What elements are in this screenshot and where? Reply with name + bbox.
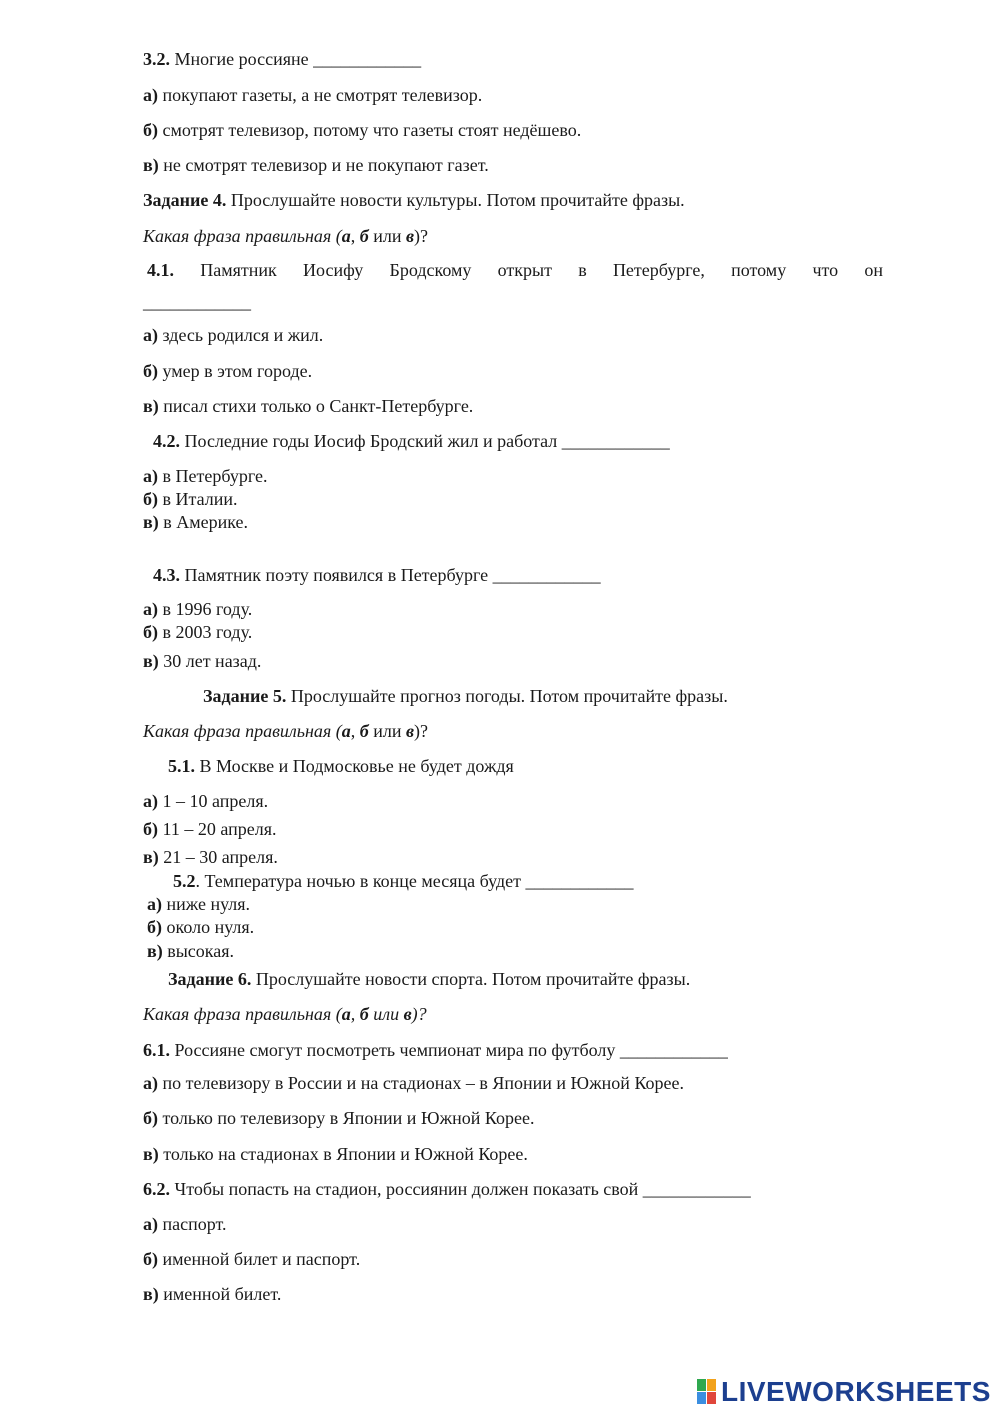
- letter-a: а: [341, 1004, 351, 1024]
- question-suffix: )?: [414, 226, 429, 246]
- option-text: только на стадионах в Японии и Южной Корее.: [158, 1144, 528, 1164]
- option-b[interactable]: [143, 818, 276, 840]
- letter-v: в: [405, 226, 415, 246]
- option-text: здесь родился и жил.: [158, 325, 324, 345]
- question-number: 4.2.: [153, 431, 180, 451]
- task-5-question: [143, 720, 428, 742]
- question-4-1: [147, 259, 883, 281]
- option-v[interactable]: [143, 846, 278, 868]
- option-label: в): [143, 651, 159, 671]
- letter-b: б: [359, 226, 369, 246]
- task-instructions: Прослушайте новости культуры. Потом прочитайте фразы.: [226, 190, 685, 210]
- task-title: Задание 6.: [168, 969, 252, 989]
- task-5-heading: [203, 685, 728, 707]
- or-word: или: [368, 721, 406, 741]
- task-instructions: Прослушайте новости спорта. Потом прочитайте фразы.: [251, 969, 691, 989]
- option-text: 1 – 10 апреля.: [158, 791, 269, 811]
- option-b[interactable]: [143, 1248, 360, 1270]
- logo-text: LIVEWORKSHEETS: [721, 1376, 991, 1407]
- question-text: Россияне смогут посмотреть чемпионат мира по футболу: [170, 1040, 620, 1060]
- letter-a: а: [341, 226, 351, 246]
- option-label: а): [143, 599, 158, 619]
- question-word: Бродскому: [389, 260, 472, 280]
- question-number: 5.1.: [168, 756, 195, 776]
- option-label: б): [143, 819, 158, 839]
- option-a[interactable]: [143, 1213, 227, 1235]
- option-text: 30 лет назад.: [158, 651, 262, 671]
- option-v[interactable]: [143, 1143, 528, 1165]
- option-text: в 2003 году.: [158, 622, 253, 642]
- option-v[interactable]: [143, 154, 489, 176]
- comma: ,: [350, 226, 360, 246]
- option-v[interactable]: [143, 395, 473, 417]
- option-b[interactable]: [143, 621, 252, 643]
- option-text: умер в этом городе.: [158, 361, 313, 381]
- answer-blank[interactable]: ____________: [619, 1040, 728, 1060]
- question-suffix: )?: [414, 721, 429, 741]
- question-number: 3.2.: [143, 49, 170, 69]
- question-text: Многие россияне: [170, 49, 314, 69]
- option-label: а): [143, 1214, 158, 1234]
- option-text: 11 – 20 апреля.: [158, 819, 277, 839]
- option-text: покупают газеты, а не смотрят телевизор.: [158, 85, 483, 105]
- option-b[interactable]: [143, 1107, 534, 1129]
- option-label: б): [143, 120, 158, 140]
- question-number: 4.1.: [147, 260, 174, 280]
- option-v[interactable]: [143, 511, 248, 533]
- option-label: в): [143, 155, 159, 175]
- task-4-heading: [143, 189, 685, 211]
- question-4-2: [153, 430, 670, 452]
- question-prefix: Какая фраза правильная (: [143, 721, 342, 741]
- question-number: 6.2.: [143, 1179, 170, 1199]
- option-label: б): [143, 1108, 158, 1128]
- answer-blank[interactable]: ____________: [525, 871, 634, 891]
- liveworksheets-logo[interactable]: [697, 1378, 991, 1406]
- option-text: именной билет и паспорт.: [158, 1249, 361, 1269]
- option-a[interactable]: [143, 790, 268, 812]
- option-text: смотрят телевизор, потому что газеты стоят недёшево.: [158, 120, 582, 140]
- question-word: что: [812, 260, 839, 280]
- option-label: в): [143, 1144, 159, 1164]
- option-label: б): [143, 361, 158, 381]
- option-a[interactable]: [143, 84, 482, 106]
- answer-blank[interactable]: ____________: [313, 49, 422, 69]
- option-a[interactable]: [143, 1072, 684, 1094]
- question-6-1: [143, 1039, 728, 1061]
- answer-blank[interactable]: ____________: [561, 431, 670, 451]
- option-a[interactable]: [143, 465, 267, 487]
- question-word: Памятник: [200, 260, 277, 280]
- task-4-question: [143, 225, 428, 247]
- option-text: в 1996 году.: [158, 599, 253, 619]
- option-label: б): [147, 917, 162, 937]
- comma: ,: [350, 1004, 360, 1024]
- question-suffix: )?: [411, 1004, 427, 1024]
- answer-blank[interactable]: ____________: [642, 1179, 751, 1199]
- option-a[interactable]: [143, 598, 252, 620]
- task-title: Задание 5.: [203, 686, 287, 706]
- question-word: Иосифу: [303, 260, 364, 280]
- question-number: 5.2: [173, 871, 196, 891]
- option-label: в): [147, 941, 163, 961]
- or-word: или: [368, 226, 406, 246]
- option-text: 21 – 30 апреля.: [158, 847, 278, 867]
- option-label: а): [143, 85, 158, 105]
- option-text: высокая.: [162, 941, 235, 961]
- option-label: б): [143, 1249, 158, 1269]
- option-text: только по телевизору в Японии и Южной Корее.: [158, 1108, 535, 1128]
- option-label: в): [143, 396, 159, 416]
- option-v[interactable]: [143, 650, 261, 672]
- option-text: ниже нуля.: [162, 894, 251, 914]
- question-text: Памятник поэту появился в Петербурге: [180, 565, 493, 585]
- option-b[interactable]: [147, 916, 254, 938]
- option-label: а): [143, 466, 158, 486]
- question-5-1: [168, 755, 514, 777]
- question-text: В Москве и Подмосковье не будет дождя: [195, 756, 514, 776]
- option-a[interactable]: [147, 893, 250, 915]
- answer-blank[interactable]: ____________: [143, 292, 251, 312]
- option-text: именной билет.: [158, 1284, 282, 1304]
- question-word: в: [578, 260, 587, 280]
- task-6-heading: [168, 968, 690, 990]
- option-text: писал стихи только о Санкт-Петербурге.: [158, 396, 474, 416]
- option-v[interactable]: [147, 940, 234, 962]
- question-number: 4.3.: [153, 565, 180, 585]
- question-prefix: Какая фраза правильная (: [143, 1004, 342, 1024]
- question-word: Петербурге,: [612, 260, 705, 280]
- option-text: около нуля.: [162, 917, 255, 937]
- option-b[interactable]: [143, 360, 312, 382]
- question-5-2: [173, 870, 634, 892]
- option-label: б): [143, 489, 158, 509]
- letter-v: в: [405, 721, 415, 741]
- answer-blank[interactable]: ____________: [492, 565, 601, 585]
- question-text: Чтобы попасть на стадион, россиянин должен показать свой: [170, 1179, 643, 1199]
- question-6-2: [143, 1178, 751, 1200]
- liveworksheets-logo-icon: [697, 1379, 717, 1405]
- letter-a: а: [341, 721, 351, 741]
- option-label: а): [143, 1073, 158, 1093]
- option-label: в): [143, 847, 159, 867]
- option-text: в Америке.: [158, 512, 249, 532]
- question-word: потому: [731, 260, 787, 280]
- option-label: в): [143, 512, 159, 532]
- option-v[interactable]: [143, 1283, 281, 1305]
- option-label: а): [147, 894, 162, 914]
- option-label: б): [143, 622, 158, 642]
- option-b[interactable]: [143, 488, 237, 510]
- task-6-question: [143, 1003, 427, 1025]
- question-number: 6.1.: [143, 1040, 170, 1060]
- question-text: Последние годы Иосиф Бродский жил и работал: [180, 431, 562, 451]
- option-label: в): [143, 1284, 159, 1304]
- comma: ,: [350, 721, 360, 741]
- or-word: или: [368, 1004, 404, 1024]
- question-word: открыт: [497, 260, 552, 280]
- letter-b: б: [359, 721, 369, 741]
- question-3-2: [143, 48, 421, 70]
- question-word: он: [864, 260, 883, 280]
- option-label: а): [143, 325, 158, 345]
- option-text: в Италии.: [158, 489, 238, 509]
- letter-v: в: [403, 1004, 412, 1024]
- option-text: не смотрят телевизор и не покупают газет.: [158, 155, 489, 175]
- option-text: паспорт.: [158, 1214, 227, 1234]
- option-text: по телевизору в России и на стадионах – в Японии и Южной Корее.: [158, 1073, 685, 1093]
- option-b[interactable]: [143, 119, 581, 141]
- task-instructions: Прослушайте прогноз погоды. Потом прочитайте фразы.: [286, 686, 728, 706]
- option-label: а): [143, 791, 158, 811]
- question-4-3: [153, 564, 601, 586]
- option-a[interactable]: [143, 324, 323, 346]
- letter-b: б: [359, 1004, 369, 1024]
- option-text: в Петербурге.: [158, 466, 268, 486]
- question-prefix: Какая фраза правильная (: [143, 226, 342, 246]
- task-title: Задание 4.: [143, 190, 227, 210]
- question-text: . Температура ночью в конце месяца будет: [195, 871, 526, 891]
